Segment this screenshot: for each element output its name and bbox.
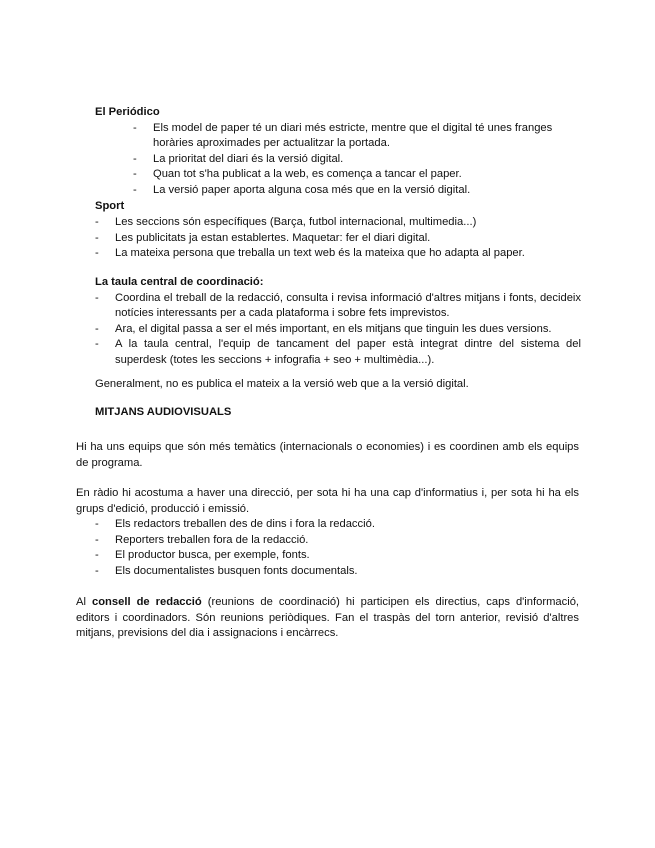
list-item: - La mateixa persona que treballa un text web és la mateixa que ho adapta al paper.: [95, 247, 525, 259]
audiovisuals-list: [95, 517, 575, 579]
list-item: - Reporters treballen fora de la redacció.: [95, 533, 309, 546]
list-item: - Les seccions són específiques (Barça, futbol internacional, multimedia...): [95, 216, 477, 228]
periodico-section: [95, 105, 585, 198]
sport-list: [95, 215, 585, 262]
audiovisuals-paragraph-1: Hi ha uns equips que són més temàtics (internacionals o economies) i es coordinen amb els equips de programa.: [76, 441, 579, 469]
list-item: - A la taula central, l'equip de tancament del paper està integrat dintre del sistema del superdesk (totes les seccions + infografia + seo + multimèdia...).: [95, 338, 581, 366]
sport-heading-block: [95, 199, 585, 215]
consell-bold-term: consell de redacció: [92, 596, 202, 608]
audiovisuals-paragraph-2: En ràdio hi acostuma a haver una direcció, per sota hi ha una cap d'informatius i, per sota hi ha els grups d'edició, producció i emissió.: [76, 487, 579, 515]
list-item: - Quan tot s'ha publicat a la web, es comença a tancar el paper.: [133, 168, 462, 180]
sport-heading: Sport: [95, 200, 125, 212]
list-item: - Coordina el treball de la redacció, consulta i revisa informació d'altres mitjans i fonts, decideix notícies interessants per a cada plataforma i sobre fets imprevistos.: [95, 291, 581, 319]
list-item: - Els documentalistes busquen fonts documentals.: [95, 564, 358, 577]
taula-section: [95, 275, 581, 368]
periodico-list: [95, 121, 585, 199]
list-item: - El productor busca, per exemple, fonts.: [95, 549, 310, 561]
periodico-heading: El Periódico: [95, 106, 160, 118]
list-item: - Les publicitats ja estan establertes. Maquetar: fer el diari digital.: [95, 231, 431, 244]
list-item: - Els model de paper té un diari més estricte, mentre que el digital té unes franges horàries aproximades per actualitzar la portada.: [133, 121, 553, 149]
audiovisuals-heading: MITJANS AUDIOVISUALS: [95, 406, 232, 418]
list-item: - La prioritat del diari és la versió digital.: [133, 152, 344, 165]
list-item: - La versió paper aporta alguna cosa més que en la versió digital.: [133, 183, 471, 196]
generalment-paragraph: Generalment, no es publica el mateix a la versió web que a la versió digital.: [95, 378, 469, 390]
audiovisuals-heading-block: [95, 405, 585, 421]
consell-paragraph: Al consell de redacció (reunions de coordinació) hi participen els directius, caps d'informació, editors i coordinadors. Són reunions periòdiques. Fan el traspàs del torn anterior, revisió d'altres mitjans, previsions del dia i assignacions i encàrrecs.: [76, 596, 580, 639]
taula-heading: La taula central de coordinació:: [95, 276, 264, 288]
list-item: - Ara, el digital passa a ser el més important, en els mitjans que tinguin les dues versions.: [95, 322, 552, 335]
list-item: - Els redactors treballen des de dins i fora la redacció.: [95, 518, 375, 530]
